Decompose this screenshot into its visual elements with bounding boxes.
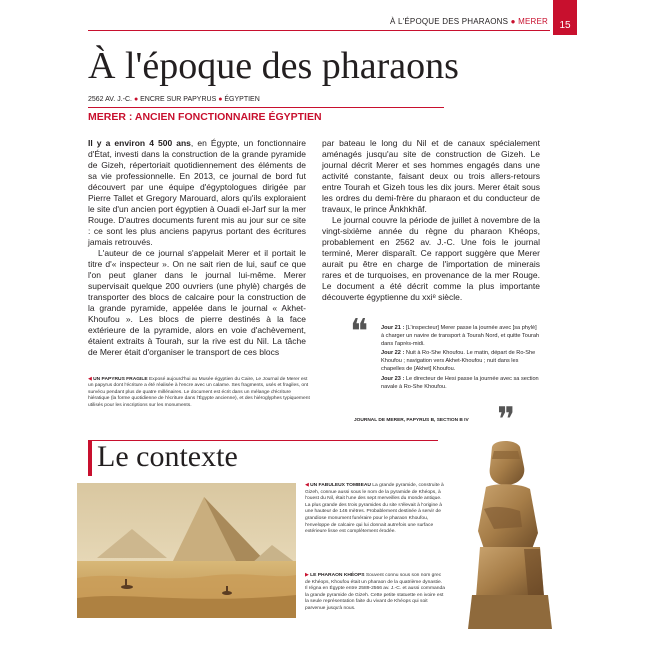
caption-title: UN FABULEUX TOMBEAU: [310, 483, 371, 488]
section-subtitle: MERER : ANCIEN FONCTIONNAIRE ÉGYPTIEN: [88, 111, 322, 123]
meta-place: ÉGYPTIEN: [224, 96, 260, 103]
quote-entry: [381, 325, 541, 348]
body-paragraph: par bateau le long du Nil et de canaux spécialement aménagés jusqu'au site de construction de Gizeh. Le journal décrit Merer et ses hommes engagés dans une activité constante, faisant deux ou trois allers-retours entre Tourah et Gizeh tous les dix jours. Merer était sous les ordres du demi-frère du pharaon et du conducteur de travaux, le prince Ânkhkhâf.: [322, 138, 540, 214]
meta-separator: ●: [133, 96, 141, 103]
running-head-subsection: MERER: [518, 17, 548, 26]
body-text: , en Égypte, un fonctionnaire d'État, investi dans la construction de la grande pyramide de Gizeh, répertoriait quotidiennement des éléments de sa vie professionnelle. En 2013, ce journal de bord fut découvert par une équipe d'égyptologues dirigée par Pierre Tallet et Gregory Marouard, alors qu'ils exploraient le site d'un ancien port égyptien à Ouadi el-Jarf sur la mer Rouge. D'autres documents furent mis au jour sur ce site : ce sont les plus anciens papyrus portant des écritures jamais retrouvés.: [88, 138, 307, 247]
page-title: À l'époque des pharaons: [88, 45, 459, 87]
quote-text: Nuit à Ro-She Khoufou. Le matin, départ de Ro-She Khoufou ; navigation vers Akhet-Khoufou ; nuit dans les chapelles de [Akhet] Khoufou.: [381, 350, 536, 372]
quote-day: Jour 23 :: [381, 375, 405, 382]
caption-text: Exposé aujourd'hui au Musée égyptien du Caire, Le Journal de Merer est un papyrus dont l'écriture a été réalisée à l'encre avec un calame. Ses fragments, usés et fragiles, ont survécu pendant plus de quatre millénaires. Le document est écrit dans un mélange d'écriture hiératique (la forme quotidienne de l'écriture dans l'Égypte ancienne), et des hiéroglyphes typiquement utilisés pour les inscriptions sur les monuments.: [88, 377, 310, 408]
meta-line: [88, 96, 260, 103]
body-paragraph: [88, 138, 306, 248]
quote-source: JOURNAL DE MERER, PAPYRUS B, SECTION B IV: [354, 418, 469, 423]
quote-day: Jour 22 :: [381, 350, 405, 357]
caption-arrow-icon: ◀: [88, 377, 92, 382]
meta-separator: ●: [218, 96, 225, 103]
meta-date: 2562 AV. J.-C.: [88, 96, 132, 103]
tomb-caption: [305, 483, 445, 536]
running-head-separator: ●: [510, 17, 519, 26]
quote-day: Jour 21 :: [381, 325, 405, 331]
close-quote-mark: ❞: [497, 402, 516, 439]
papyrus-caption: [88, 377, 313, 409]
caption-title: LE PHARAON KHÉOPS: [310, 573, 365, 578]
body-column-right: [322, 138, 540, 303]
pull-quote: [381, 325, 541, 393]
meta-rule: [88, 107, 444, 108]
caption-arrow-icon: ◀: [305, 483, 309, 488]
meta-medium: ENCRE SUR PAPYRUS: [140, 96, 217, 103]
body-paragraph: Le journal couvre la période de juillet à novembre de la vingt-sixième année du règne du pharaon Khéops, probablement en 2562 av. J.-C. Une fois le journal terminé, Merer disparaît. Ce rapport suggère que Merer aurait pu être en charge de l'importation de minerais rares et de turquoises, en provenance de la mer Rouge. Le document a été décrit comme la plus importante découverte égyptienne du xxiᵉ siècle.: [322, 215, 540, 302]
caption-title: UN PAPYRUS FRAGILE: [93, 377, 148, 382]
khufu-statue-image: [454, 437, 564, 635]
running-head-section: À L'ÉPOQUE DES PHARAONS: [390, 17, 509, 26]
quote-text: Le directeur de Hesi passe la journée avec sa section navale à Ro-She Khoufou.: [381, 375, 539, 390]
header-rule: [88, 30, 550, 31]
page-number-tab: [553, 0, 577, 35]
pyramid-illustration: [77, 483, 296, 618]
caption-arrow-icon: ▶: [305, 573, 309, 578]
context-heading: Le contexte: [97, 440, 238, 473]
quote-entry: [381, 376, 541, 392]
body-paragraph: L'auteur de ce journal s'appelait Merer et il portait le titre d'« inspecteur ». On ne sait rien de lui, sauf ce que l'on peut glaner dans le journal lui-même. Merer supervisait quelque 200 ouvriers (une phylè) chargés de transporter des blocs de calcaire pour la construction de la grande pyramide, appelée dans le journal « Akhet-Khoufou ». Les blocs de pierre destinés à la face extérieure de la pyramide, alors en voie d'achèvement, étaient extraits à Tourah, sur la rive est du Nil. La tâche de Merer était d'organiser le transport de ces blocs: [88, 248, 306, 357]
pharaoh-caption: [305, 573, 445, 613]
body-column-left: [88, 138, 306, 358]
quote-entry: [381, 350, 541, 373]
lead-in: Il y a environ 4 500 ans: [88, 138, 191, 148]
open-quote-mark: ❝: [350, 314, 369, 351]
quote-text: [L'inspecteur] Merer passe la journée avec [sa phylè] à charger un navire de transport à Tourah Nord, et quitte Tourah dans l'après-midi.: [381, 325, 540, 347]
caption-text: Souvent connu sous son nom grec de Khéops, Khoufou était un pharaon de la quatrième dynastie. Il régna en Égypte entre 2589-2566 av. J.-C. et aussi commanda la grande pyramide de Gizeh. Cette petite statuette en ivoire est la seule représentation faite du vivant de Khéops qui soit parvenue jusqu'à nous.: [305, 573, 445, 611]
running-head: [390, 17, 548, 26]
context-accent-bar: [88, 440, 92, 476]
page-number: 15: [559, 20, 571, 31]
caption-text: La grande pyramide, construite à Gizeh, connue aussi sous le nom de la pyramide de Khéops, à l'ouest du Nil, était l'une des sept merveilles du monde antique. La plus grande des trois pyramides du site s'élevait à l'origine à une hauteur de 146 mètres. Probablement destinée à servir de grandiose monument funéraire pour le pharaon Khoufou, l'enveloppe de calcaire qui lui donnait autrefois une surface extérieure lisse est complètement érodée.: [305, 483, 444, 535]
